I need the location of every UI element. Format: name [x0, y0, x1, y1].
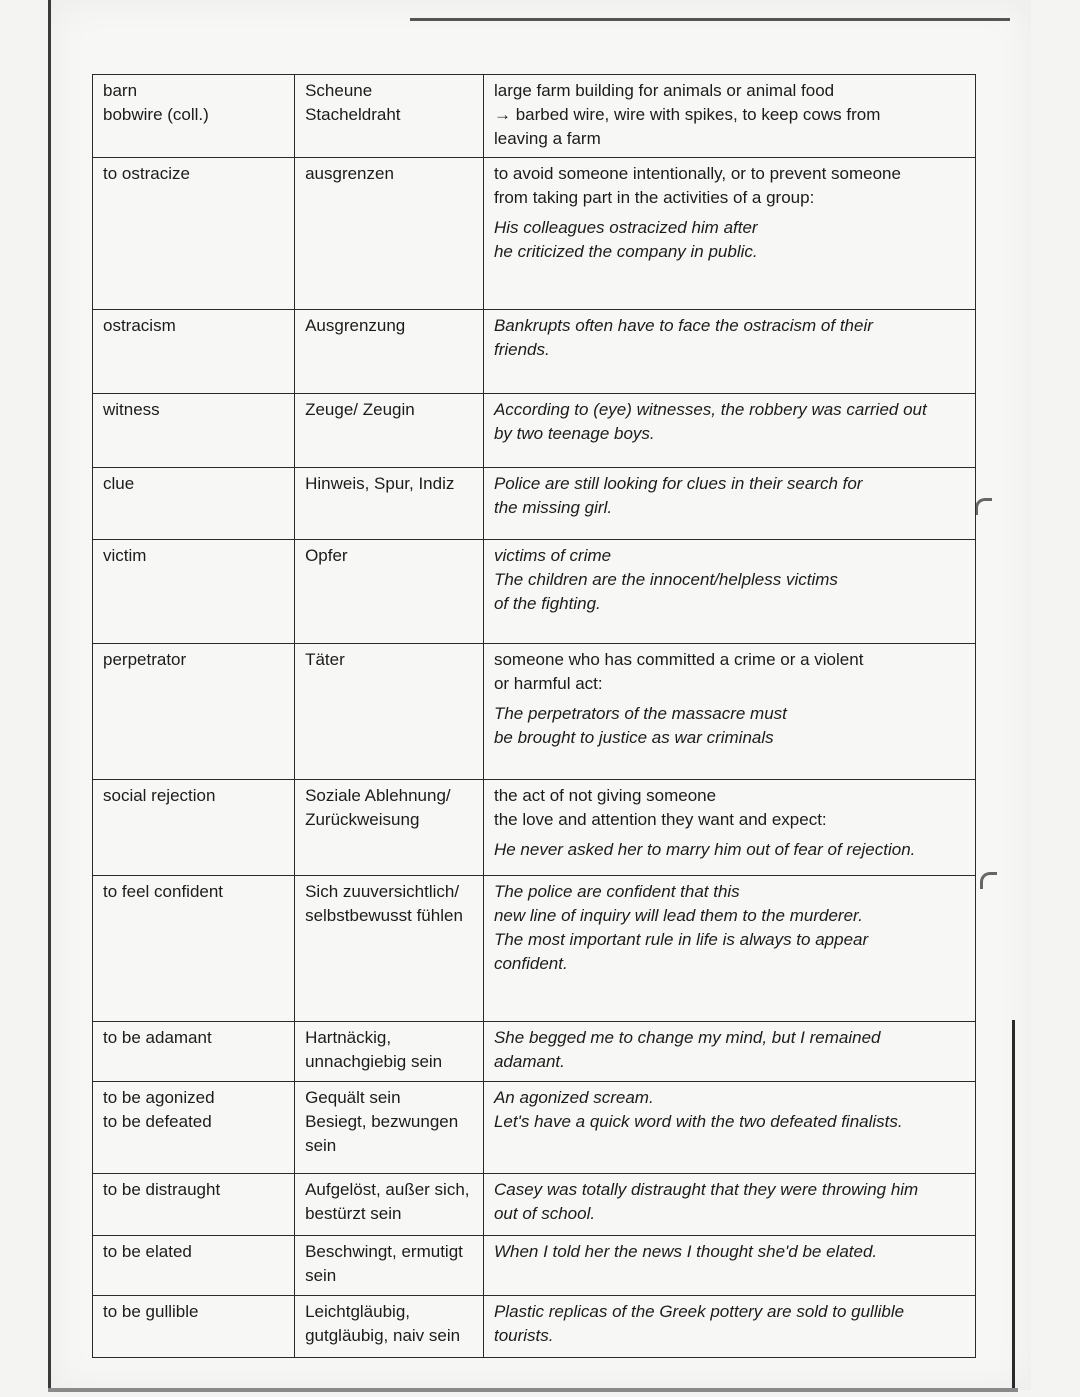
- german-translation-line: Hartnäckig,: [305, 1028, 392, 1047]
- english-term-line: to be distraught: [103, 1180, 221, 1199]
- english-term: [93, 1236, 295, 1296]
- german-translation: [295, 1082, 484, 1174]
- page-edge-right: [1012, 1020, 1015, 1390]
- english-term-line: perpetrator: [103, 650, 187, 669]
- german-translation: [295, 310, 484, 394]
- example-sentence: new line of inquiry will lead them to the murderer.: [493, 906, 863, 925]
- english-term: [93, 1174, 295, 1236]
- vocab-row: [93, 468, 976, 540]
- definition-cell: [483, 644, 975, 780]
- example-sentence: Bankrupts often have to face the ostracism of their: [493, 316, 873, 335]
- example-sentence: the missing girl.: [493, 498, 613, 517]
- english-term: [93, 1296, 295, 1358]
- definition-line: → barbed wire, wire with spikes, to keep cows from: [493, 105, 881, 124]
- vocab-row: [93, 1296, 976, 1358]
- example-sentence: The perpetrators of the massacre must: [493, 704, 787, 723]
- german-translation-line: Soziale Ablehnung/: [305, 786, 451, 805]
- english-term-line: social rejection: [103, 786, 216, 805]
- german-translation-line: Leichtgläubig,: [305, 1302, 410, 1321]
- definition-cell: [483, 1174, 975, 1236]
- german-translation-line: Sich zuuversichtlich/: [305, 882, 460, 901]
- definition-cell: [483, 310, 975, 394]
- definition-line: or harmful act:: [493, 674, 603, 693]
- german-translation-line: Ausgrenzung: [305, 316, 406, 335]
- definition-line: large farm building for animals or animal food: [493, 81, 835, 100]
- example-sentence: be brought to justice as war criminals: [493, 728, 774, 747]
- example-sentence: out of school.: [493, 1204, 596, 1223]
- definition-cell: [483, 394, 975, 468]
- english-term-line: to be elated: [103, 1242, 192, 1261]
- english-term: [93, 158, 295, 310]
- german-translation-line: Besiegt, bezwungen: [305, 1112, 459, 1131]
- top-rule-line: [410, 18, 1010, 21]
- german-translation: [295, 394, 484, 468]
- german-translation-line: Zurückweisung: [305, 810, 420, 829]
- english-term-line: to feel confident: [103, 882, 224, 901]
- english-term: [93, 75, 295, 158]
- example-sentence: victims of crime: [493, 546, 612, 565]
- vocab-row: [93, 780, 976, 876]
- german-translation-line: sein: [305, 1136, 337, 1155]
- english-term-line: barn: [103, 81, 138, 100]
- example-sentence: An agonized scream.: [493, 1088, 654, 1107]
- german-translation-line: ausgrenzen: [305, 164, 394, 183]
- example-sentence: The children are the innocent/helpless victims: [493, 570, 838, 589]
- german-translation-line: Täter: [305, 650, 345, 669]
- example-sentence: adamant.: [493, 1052, 565, 1071]
- vocab-row: [93, 75, 976, 158]
- definition-cell: [483, 1022, 975, 1082]
- english-term-line: to be agonized: [103, 1088, 215, 1107]
- example-sentence: He never asked her to marry him out of fear of rejection.: [493, 840, 916, 859]
- example-sentence: When I told her the news I thought she'd be elated.: [493, 1242, 878, 1261]
- english-term: [93, 468, 295, 540]
- example-sentence: According to (eye) witnesses, the robbery was carried out: [493, 400, 927, 419]
- english-term: [93, 394, 295, 468]
- german-translation-line: unnachgiebig sein: [305, 1052, 443, 1071]
- definition-cell: [483, 1236, 975, 1296]
- german-translation-line: Hinweis, Spur, Indiz: [305, 474, 455, 493]
- german-translation-line: Beschwingt, ermutigt: [305, 1242, 463, 1261]
- german-translation-line: gutgläubig, naiv sein: [305, 1326, 461, 1345]
- german-translation: [295, 876, 484, 1022]
- example-sentence: She begged me to change my mind, but I remained: [493, 1028, 881, 1047]
- example-sentence: confident.: [493, 954, 568, 973]
- english-term: [93, 540, 295, 644]
- example-sentence: friends.: [493, 340, 550, 359]
- definition-cell: [483, 540, 975, 644]
- english-term-line: to be defeated: [103, 1112, 212, 1131]
- definition-cell: [483, 780, 975, 876]
- german-translation: [295, 1022, 484, 1082]
- definition-cell: [483, 468, 975, 540]
- english-term-line: witness: [103, 400, 160, 419]
- german-translation: [295, 780, 484, 876]
- german-translation-line: bestürzt sein: [305, 1204, 402, 1223]
- definition-line: the love and attention they want and expect:: [493, 810, 827, 829]
- definition-line: to avoid someone intentionally, or to prevent someone: [493, 164, 901, 183]
- german-translation-line: Stacheldraht: [305, 105, 401, 124]
- german-translation: [295, 540, 484, 644]
- english-term: [93, 876, 295, 1022]
- english-term-line: to be gullible: [103, 1302, 199, 1321]
- vocab-row: [93, 1236, 976, 1296]
- german-translation-line: Zeuge/ Zeugin: [305, 400, 415, 419]
- english-term-line: to be adamant: [103, 1028, 212, 1047]
- definition-cell: [483, 75, 975, 158]
- german-translation-line: sein: [305, 1266, 337, 1285]
- german-translation: [295, 75, 484, 158]
- german-translation: [295, 1174, 484, 1236]
- definition-line: the act of not giving someone: [493, 786, 717, 805]
- vocab-row: [93, 394, 976, 468]
- english-term-line: ostracism: [103, 316, 176, 335]
- definition-line: someone who has committed a crime or a violent: [493, 650, 864, 669]
- german-translation: [295, 1296, 484, 1358]
- vocabulary-table: [92, 74, 976, 1358]
- example-sentence: His colleagues ostracized him after: [493, 218, 758, 237]
- english-term: [93, 780, 295, 876]
- german-translation: [295, 1236, 484, 1296]
- hole-punch-mark: [980, 872, 997, 889]
- example-sentence: Let's have a quick word with the two defeated finalists.: [493, 1112, 903, 1131]
- german-translation: [295, 158, 484, 310]
- page-edge-bottom: [48, 1388, 1018, 1392]
- example-sentence: Police are still looking for clues in their search for: [493, 474, 863, 493]
- example-sentence: Casey was totally distraught that they were throwing him: [493, 1180, 919, 1199]
- definition-cell: [483, 1296, 975, 1358]
- vocab-row: [93, 540, 976, 644]
- english-term-line: bobwire (coll.): [103, 105, 209, 124]
- example-sentence: Plastic replicas of the Greek pottery are sold to gullible: [493, 1302, 905, 1321]
- vocab-row: [93, 1082, 976, 1174]
- definition-cell: [483, 158, 975, 310]
- vocab-row: [93, 876, 976, 1022]
- german-translation-line: Scheune: [305, 81, 373, 100]
- english-term: [93, 644, 295, 780]
- english-term-line: to ostracize: [103, 164, 190, 183]
- example-sentence: tourists.: [493, 1326, 554, 1345]
- english-term-line: clue: [103, 474, 135, 493]
- vocab-row: [93, 1022, 976, 1082]
- vocab-row: [93, 158, 976, 310]
- definition-cell: [483, 1082, 975, 1174]
- definition-cell: [483, 876, 975, 1022]
- english-term-line: victim: [103, 546, 147, 565]
- german-translation-line: Opfer: [305, 546, 348, 565]
- german-translation: [295, 468, 484, 540]
- vocab-row: [93, 644, 976, 780]
- example-sentence: The most important rule in life is always to appear: [493, 930, 869, 949]
- vocab-row: [93, 1174, 976, 1236]
- german-translation: [295, 644, 484, 780]
- definition-line: leaving a farm: [493, 129, 601, 148]
- german-translation-line: selbstbewusst fühlen: [305, 906, 463, 925]
- english-term: [93, 310, 295, 394]
- hole-punch-mark: [975, 498, 992, 515]
- example-sentence: he criticized the company in public.: [493, 242, 758, 261]
- english-term: [93, 1082, 295, 1174]
- english-term: [93, 1022, 295, 1082]
- german-translation-line: Gequält sein: [305, 1088, 401, 1107]
- example-sentence: of the fighting.: [493, 594, 601, 613]
- vocab-row: [93, 310, 976, 394]
- german-translation-line: Aufgelöst, außer sich,: [305, 1180, 470, 1199]
- example-sentence: The police are confident that this: [493, 882, 740, 901]
- definition-line: from taking part in the activities of a group:: [493, 188, 815, 207]
- example-sentence: by two teenage boys.: [493, 424, 655, 443]
